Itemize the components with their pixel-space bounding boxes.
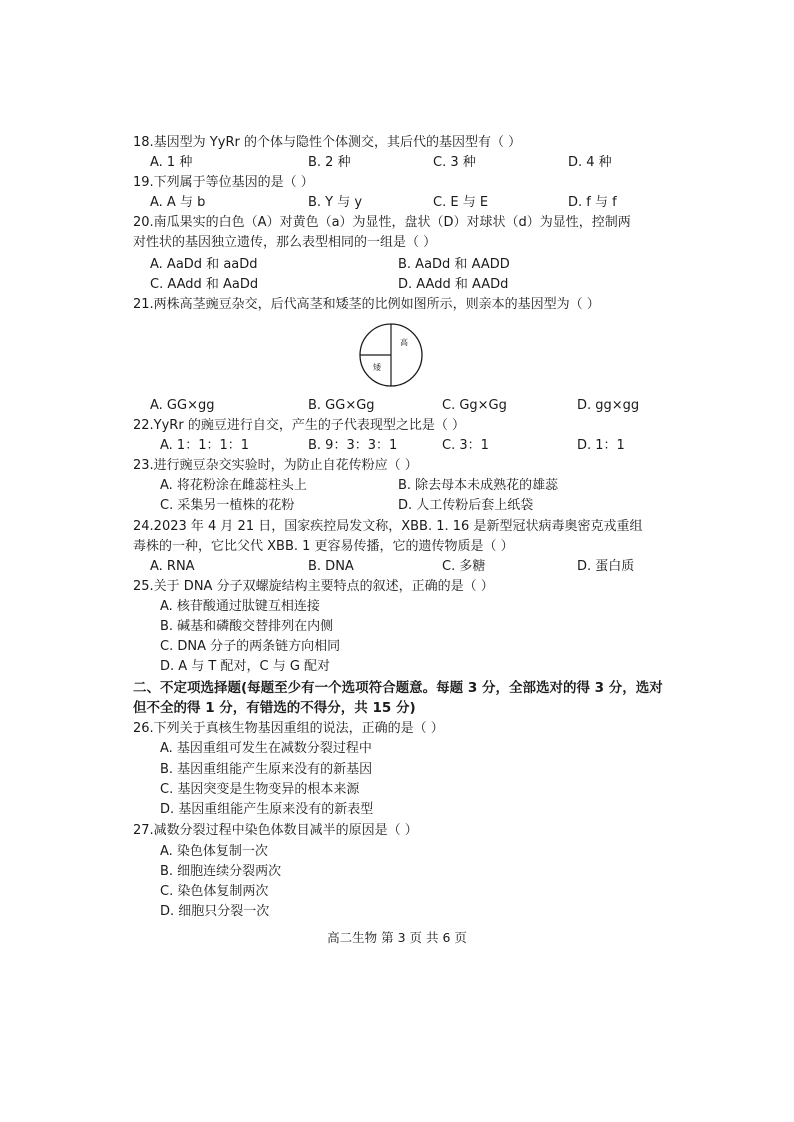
tall-short-ratio-pie-figure (358, 322, 424, 388)
question-21-stem: 21.两株高茎豌豆杂交，后代高茎和矮茎的比例如图所示，则亲本的基因型为（ ） (133, 297, 600, 312)
question-22-option-a: A. 1：1：1：1 (160, 438, 250, 453)
question-25-option-d: D. A 与 T 配对，C 与 G 配对 (160, 659, 331, 674)
question-27-option-d: D. 细胞只分裂一次 (160, 904, 270, 919)
question-20-option-a: A. AaDd 和 aaDd (150, 257, 258, 272)
question-25-option-b: B. 碱基和磷酸交替排列在内侧 (160, 619, 334, 634)
pie-label-short: 矮 (373, 363, 381, 372)
question-23-option-a: A. 将花粉涂在雌蕊柱头上 (160, 478, 307, 493)
question-22-stem: 22.YyRr 的豌豆进行自交，产生的子代表现型之比是（ ） (133, 418, 465, 433)
question-25-stem: 25.关于 DNA 分子双螺旋结构主要特点的叙述，正确的是（ ） (133, 579, 494, 594)
question-24-option-b: B. DNA (308, 559, 354, 574)
question-18-stem: 18.基因型为 YyRr 的个体与隐性个体测交，其后代的基因型有（ ） (133, 135, 522, 150)
question-18-option-d: D. 4 种 (568, 155, 612, 170)
question-24-option-d: D. 蛋白质 (577, 559, 635, 574)
pie-label-tall: 高 (400, 338, 408, 347)
question-26-option-c: C. 基因突变是生物变异的根本来源 (160, 782, 360, 797)
question-23-option-b: B. 除去母本未成熟花的雄蕊 (398, 478, 559, 493)
question-21-option-a: A. GG×gg (150, 398, 215, 413)
question-26-option-a: A. 基因重组可发生在减数分裂过程中 (160, 741, 372, 756)
question-23-option-d: D. 人工传粉后套上纸袋 (398, 498, 534, 513)
question-27-option-b: B. 细胞连续分裂两次 (160, 864, 282, 879)
question-27-option-a: A. 染色体复制一次 (160, 844, 268, 859)
question-27-stem: 27.减数分裂过程中染色体数目减半的原因是（ ） (133, 823, 418, 838)
question-23-stem: 23.进行豌豆杂交实验时，为防止自花传粉应（ ） (133, 458, 418, 473)
question-20-stem-line1: 20.南瓜果实的白色（A）对黄色（a）为显性，盘状（D）对球状（d）为显性，控制两 (133, 215, 631, 230)
question-20-option-d: D. AAdd 和 AADd (398, 277, 509, 292)
question-27-option-c: C. 染色体复制两次 (160, 884, 269, 899)
question-20-option-b: B. AaDd 和 AADD (398, 257, 510, 272)
question-19-option-d: D. f 与 f (568, 195, 617, 210)
question-26-option-d: D. 基因重组能产生原来没有的新表型 (160, 802, 374, 817)
section-2-heading-line2: 但不全的得 1 分，有错选的不得分，共 15 分) (133, 700, 416, 716)
question-21-option-d: D. gg×gg (577, 398, 640, 413)
question-20-option-c: C. AAdd 和 AaDd (150, 277, 259, 292)
question-22-option-c: C. 3：1 (442, 438, 489, 453)
question-25-option-c: C. DNA 分子的两条链方向相同 (160, 639, 341, 654)
question-20-stem-line2: 对性状的基因独立遗传，那么表型相同的一组是（ ） (133, 235, 437, 250)
question-19-stem: 19.下列属于等位基因的是（ ） (133, 175, 314, 190)
question-19-option-c: C. E 与 E (433, 195, 489, 210)
question-24-stem-line2: 毒株的一种，它比父代 XBB. 1 更容易传播，它的遗传物质是（ ） (133, 539, 514, 554)
question-25-option-a: A. 核苷酸通过肽键互相连接 (160, 599, 320, 614)
question-18-option-a: A. 1 种 (150, 155, 193, 170)
question-26-stem: 26.下列关于真核生物基因重组的说法，正确的是（ ） (133, 721, 444, 736)
question-22-option-d: D. 1：1 (577, 438, 625, 453)
question-24-stem-line1: 24.2023 年 4 月 21 日，国家疾控局发文称，XBB. 1. 16 是新型冠状病毒奥密克戎重组 (133, 519, 643, 534)
question-24-option-a: A. RNA (150, 559, 195, 574)
page-footer: 高二生物 第 3 页 共 6 页 (327, 930, 467, 945)
question-19-option-a: A. A 与 b (150, 195, 206, 210)
question-21-option-b: B. GG×Gg (308, 398, 375, 413)
question-23-option-c: C. 采集另一植株的花粉 (160, 498, 295, 513)
question-22-option-b: B. 9：3：3：1 (308, 438, 398, 453)
section-2-heading-line1: 二、不定项选择题(每题至少有一个选项符合题意。每题 3 分，全部选对的得 3 分，选对 (133, 680, 663, 696)
question-19-option-b: B. Y 与 y (308, 195, 363, 210)
question-18-option-c: C. 3 种 (433, 155, 476, 170)
question-26-option-b: B. 基因重组能产生原来没有的新基因 (160, 762, 373, 777)
question-21-option-c: C. Gg×Gg (442, 398, 507, 413)
question-24-option-c: C. 多糖 (442, 559, 486, 574)
question-18-option-b: B. 2 种 (308, 155, 351, 170)
